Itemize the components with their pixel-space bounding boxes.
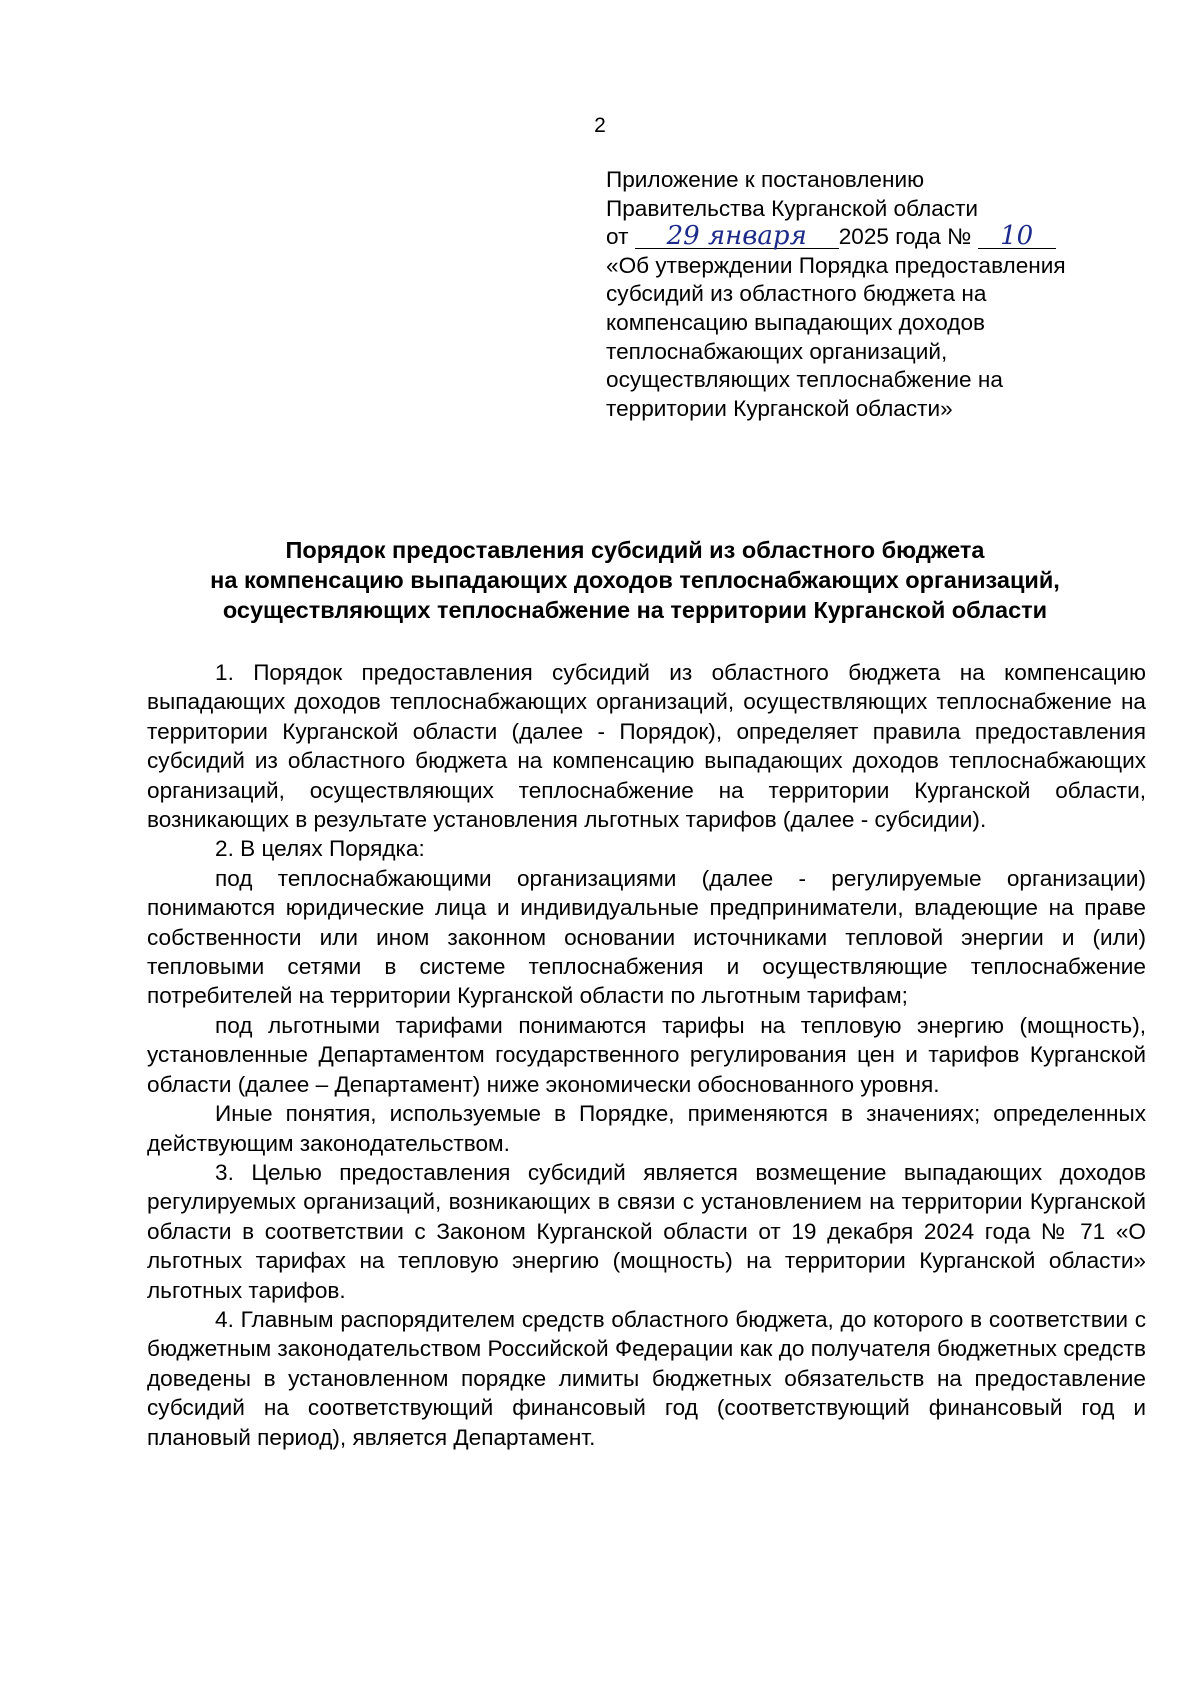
paragraph-3: 3. Целью предоставления субсидий является возмещение выпадающих доходов регулируемых организаций, возникающих в связи с установлением на территории Курганской области в соответствии с Законом Курганской области от 19 декабря 2024 года № 71 «О льготных тарифах на тепловую энергию (мощность) на территории Курганской области» льготных тарифов. (147, 1159, 1146, 1303)
paragraph-1: 1. Порядок предоставления субсидий из областного бюджета на компенсацию выпадающих доходов теплоснабжающих организаций, осуществляющих теплоснабжение на территории Курганской области (далее - Порядок), определяет правила предоставления субсидий из областного бюджета на компенсацию выпадающих доходов теплоснабжающих организаций, осуществляющих теплоснабжение на территории Курганской области, возникающих в результате установления льготных тарифов (далее - субсидии). (147, 660, 1146, 833)
appendix-subject-line: «Об утверждении Порядка предоставления (606, 252, 1066, 278)
appendix-block (606, 166, 1166, 423)
appendix-line-2: Правительства Курганской области (606, 195, 979, 221)
paragraph-4: 4. Главным распорядителем средств областного бюджета, до которого в соответствии с бюджетным законодательством Российской Федерации как до получателя бюджетных средств доведены в установленном порядке лимиты бюджетных обязательств на предоставление субсидий на соответствующий финансовый год (соответствующий финансовый год и плановый период), является Департамент. (147, 1306, 1146, 1450)
title-line: на компенсацию выпадающих доходов теплоснабжающих организаций, (210, 567, 1060, 593)
title-line: осуществляющих теплоснабжение на территории Курганской области (222, 597, 1048, 623)
document-title (140, 535, 1130, 625)
appendix-line-1: Приложение к постановлению (606, 167, 925, 192)
paragraph-2-other-terms: Иные понятия, используемые в Порядке, применяются в значениях; определенных действующим законодательством. (147, 1101, 1146, 1156)
appendix-subject-line: осуществляющих теплоснабжение на (606, 367, 1003, 393)
appendix-date-line (606, 223, 1166, 252)
paragraph-2-definition-1: под теплоснабжающими организациями (далее - регулируемые организации) понимаются юридические лица и индивидуальные предприниматели, владеющие на праве собственности или ином законном основании источниками тепловой энергии и (или) тепловыми сетями в системе теплоснабжения и осуществляющие теплоснабжение потребителей на территории Курганской области по льготным тарифам; (147, 865, 1146, 1009)
handwritten-date: 29 января (635, 224, 839, 249)
date-prefix: от (606, 224, 629, 250)
appendix-subject-line: территории Курганской области» (606, 395, 953, 421)
document-body (147, 658, 1146, 1452)
paragraph-2: 2. В целях Порядка: (215, 836, 425, 862)
paragraph-2-definition-2: под льготными тарифами понимаются тарифы на тепловую энергию (мощность), установленные Департаментом государственного регулирования цен и тарифов Курганской области (далее – Департамент) ниже экономически обоснованного уровня. (147, 1012, 1146, 1097)
appendix-subject-line: теплоснабжающих организаций, (606, 338, 948, 364)
title-line: Порядок предоставления субсидий из областного бюджета (285, 537, 985, 563)
appendix-subject-line: субсидий из областного бюджета на (606, 281, 987, 307)
handwritten-number: 10 (978, 224, 1056, 249)
appendix-subject-line: компенсацию выпадающих доходов (606, 309, 986, 335)
year-text: 2025 года № (838, 224, 972, 250)
page-number: 2 (594, 114, 606, 137)
